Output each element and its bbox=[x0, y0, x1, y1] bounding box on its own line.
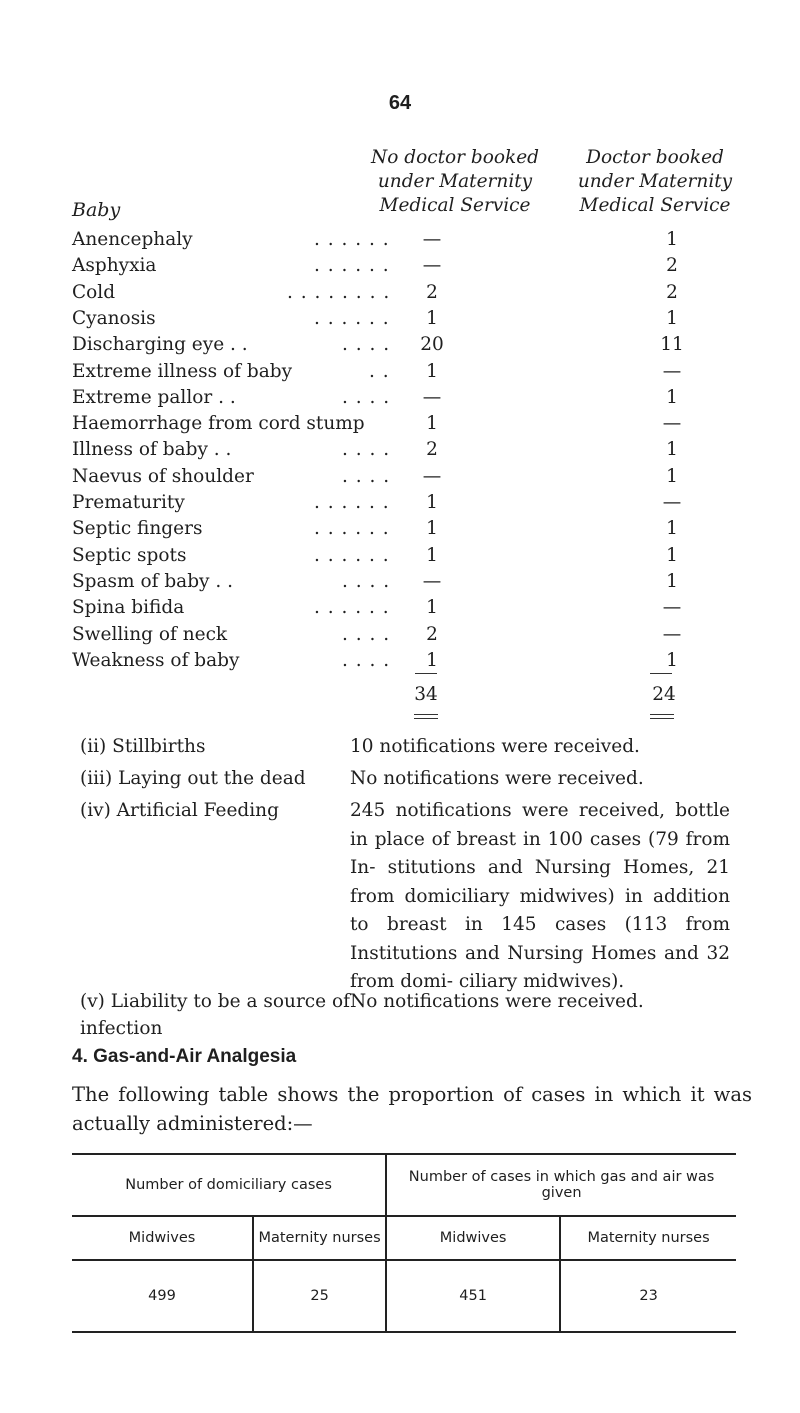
notification-label: (v) Liability to be a source of infection bbox=[80, 991, 350, 1039]
total-col2: 24 bbox=[652, 684, 676, 705]
notification-text: 10 notifications were received. bbox=[350, 736, 640, 757]
value-doctor: — bbox=[662, 492, 682, 513]
notification-text: 245 notifications were received, bottle in place of breast in 100 cases (79 from In- stitutions and Nursing Homes, 21 from domiciliary midwives) in addition to breast in 145 cases (113 from Institutions and Nursing Homes and 32 from domi- ciliary midwives). bbox=[350, 800, 730, 992]
value-no-doctor: — bbox=[422, 229, 442, 250]
notification-text: No notifications were received. bbox=[350, 991, 644, 1012]
row-label: Extreme pallor . . bbox=[72, 386, 236, 408]
table-row bbox=[72, 622, 752, 648]
gas-subheader: Midwives bbox=[72, 1216, 253, 1260]
section-paragraph: The following table shows the proportion of cases in which it was actually administered:— bbox=[72, 1083, 752, 1135]
total-rule bbox=[415, 673, 437, 674]
value-doctor: — bbox=[662, 413, 682, 435]
value-no-doctor: 1 bbox=[426, 518, 438, 540]
notification-label: (iii) Laying out the dead bbox=[80, 768, 306, 789]
col1-header bbox=[355, 146, 555, 218]
value-doctor: 1 bbox=[666, 544, 678, 566]
col2-header-line: under Maternity bbox=[577, 171, 733, 192]
value-no-doctor: — bbox=[422, 570, 442, 592]
table-row bbox=[72, 648, 752, 674]
leader-dots: . . bbox=[369, 360, 390, 382]
row-label: Septic fingers bbox=[72, 518, 203, 540]
leader-dots: . . . . bbox=[342, 570, 391, 592]
row-label: Extreme illness of baby bbox=[72, 360, 293, 382]
row-label: Spina bifida bbox=[72, 597, 185, 619]
row-label: Weakness of baby bbox=[72, 649, 240, 671]
value-doctor: — bbox=[662, 360, 682, 382]
value-doctor: 1 bbox=[666, 518, 678, 540]
value-no-doctor: 20 bbox=[420, 334, 444, 356]
col2-header-line: Doctor booked bbox=[586, 147, 724, 168]
table-row bbox=[72, 359, 752, 385]
row-label: Haemorrhage from cord stump bbox=[72, 413, 365, 435]
leader-dots: . . . . bbox=[342, 334, 391, 356]
col2-header-line: Medical Service bbox=[579, 195, 731, 216]
leader-dots: . . . . bbox=[342, 649, 391, 671]
gas-subheader: Midwives bbox=[386, 1216, 560, 1260]
table-row bbox=[72, 306, 752, 332]
value-no-doctor: 1 bbox=[426, 413, 438, 435]
row-label: Naevus of shoulder bbox=[72, 465, 254, 487]
section-title: 4. Gas-and-Air Analgesia bbox=[72, 1046, 297, 1067]
col1-header-line: under Maternity bbox=[377, 171, 533, 192]
leader-dots: . . . . bbox=[342, 623, 391, 645]
value-doctor: — bbox=[662, 623, 682, 645]
value-no-doctor: 1 bbox=[426, 307, 438, 329]
leader-dots: . . . . . . . . bbox=[287, 281, 391, 303]
gas-value: 25 bbox=[253, 1260, 386, 1332]
value-no-doctor: 1 bbox=[426, 649, 438, 671]
value-doctor: 1 bbox=[666, 649, 678, 671]
value-doctor: 1 bbox=[666, 439, 678, 461]
table-row bbox=[72, 464, 752, 490]
gas-air-table bbox=[72, 1153, 736, 1333]
table-row bbox=[72, 595, 752, 621]
table-row bbox=[72, 332, 752, 358]
row-label: Anencephaly bbox=[72, 229, 193, 250]
gas-subheader: Maternity nurses bbox=[560, 1216, 736, 1260]
row-label: Spasm of baby . . bbox=[72, 570, 234, 592]
table-row bbox=[72, 385, 752, 411]
double-rule bbox=[650, 714, 674, 719]
value-doctor: 1 bbox=[666, 386, 678, 408]
gas-value: 23 bbox=[560, 1260, 736, 1332]
row-label: Asphyxia bbox=[72, 255, 157, 277]
value-doctor: 1 bbox=[666, 307, 678, 329]
value-doctor: 2 bbox=[666, 281, 678, 303]
notification-laying-out bbox=[0, 765, 800, 795]
leader-dots: . . . . . . bbox=[314, 492, 390, 513]
value-doctor: — bbox=[662, 597, 682, 619]
table-row bbox=[72, 490, 752, 516]
col2-header bbox=[540, 146, 770, 218]
value-no-doctor: — bbox=[422, 386, 442, 408]
value-no-doctor: — bbox=[422, 255, 442, 277]
value-no-doctor: 1 bbox=[426, 360, 438, 382]
notification-label: (iv) Artificial Feeding bbox=[80, 800, 279, 821]
row-label: Cyanosis bbox=[72, 307, 156, 329]
row-label: Prematurity bbox=[72, 492, 185, 513]
table-row bbox=[72, 516, 752, 542]
notification-label: (ii) Stillbirths bbox=[80, 736, 206, 757]
leader-dots: . . . . . . bbox=[314, 229, 390, 250]
leader-dots: . . . . bbox=[342, 439, 391, 461]
gas-header-left: Number of domiciliary cases bbox=[72, 1154, 386, 1216]
value-doctor: 1 bbox=[666, 570, 678, 592]
row-header-baby: Baby bbox=[72, 199, 121, 221]
table-row bbox=[72, 253, 752, 279]
leader-dots: . . . . . . bbox=[314, 307, 390, 329]
row-label: Illness of baby . . bbox=[72, 439, 232, 461]
double-rule bbox=[414, 714, 438, 719]
leader-dots: . . . . bbox=[342, 386, 391, 408]
value-doctor: 2 bbox=[666, 255, 678, 277]
leader-dots: . . . . . . bbox=[314, 544, 390, 566]
leader-dots: . . . . . . bbox=[314, 255, 390, 277]
value-no-doctor: 1 bbox=[426, 544, 438, 566]
leader-dots: . . . . . . bbox=[314, 597, 390, 619]
row-label: Swelling of neck bbox=[72, 623, 228, 645]
value-doctor: 1 bbox=[666, 229, 678, 250]
row-label: Cold bbox=[72, 281, 116, 303]
value-no-doctor: 2 bbox=[426, 281, 438, 303]
col1-header-line: Medical Service bbox=[379, 195, 531, 216]
table-row bbox=[72, 411, 752, 437]
table-row bbox=[72, 543, 752, 569]
gas-value: 451 bbox=[386, 1260, 560, 1332]
notification-stillbirths bbox=[0, 733, 800, 763]
table-row bbox=[72, 437, 752, 463]
notification-artificial-feeding bbox=[0, 797, 800, 992]
gas-header-right: Number of cases in which gas and air was given bbox=[386, 1154, 736, 1216]
value-no-doctor: 2 bbox=[426, 623, 438, 645]
leader-dots: . . . . . . bbox=[314, 518, 390, 540]
total-rule bbox=[650, 673, 672, 674]
value-no-doctor: 1 bbox=[426, 492, 438, 513]
gas-value: 499 bbox=[72, 1260, 253, 1332]
notification-text: No notifications were received. bbox=[350, 768, 644, 789]
table-row bbox=[72, 227, 752, 253]
gas-subheader: Maternity nurses bbox=[253, 1216, 386, 1260]
col1-header-line: No doctor booked bbox=[371, 147, 539, 168]
value-doctor: 11 bbox=[660, 334, 684, 356]
page-number: 64 bbox=[388, 92, 412, 114]
row-label: Septic spots bbox=[72, 544, 187, 566]
value-doctor: 1 bbox=[666, 465, 678, 487]
value-no-doctor: — bbox=[422, 465, 442, 487]
notification-liability bbox=[0, 988, 800, 1048]
row-label: Discharging eye . . bbox=[72, 334, 248, 356]
value-no-doctor: 2 bbox=[426, 439, 438, 461]
table-row bbox=[72, 569, 752, 595]
leader-dots: . . . . bbox=[342, 465, 391, 487]
total-col1: 34 bbox=[414, 684, 438, 705]
value-no-doctor: 1 bbox=[426, 597, 438, 619]
table-row bbox=[72, 280, 752, 306]
